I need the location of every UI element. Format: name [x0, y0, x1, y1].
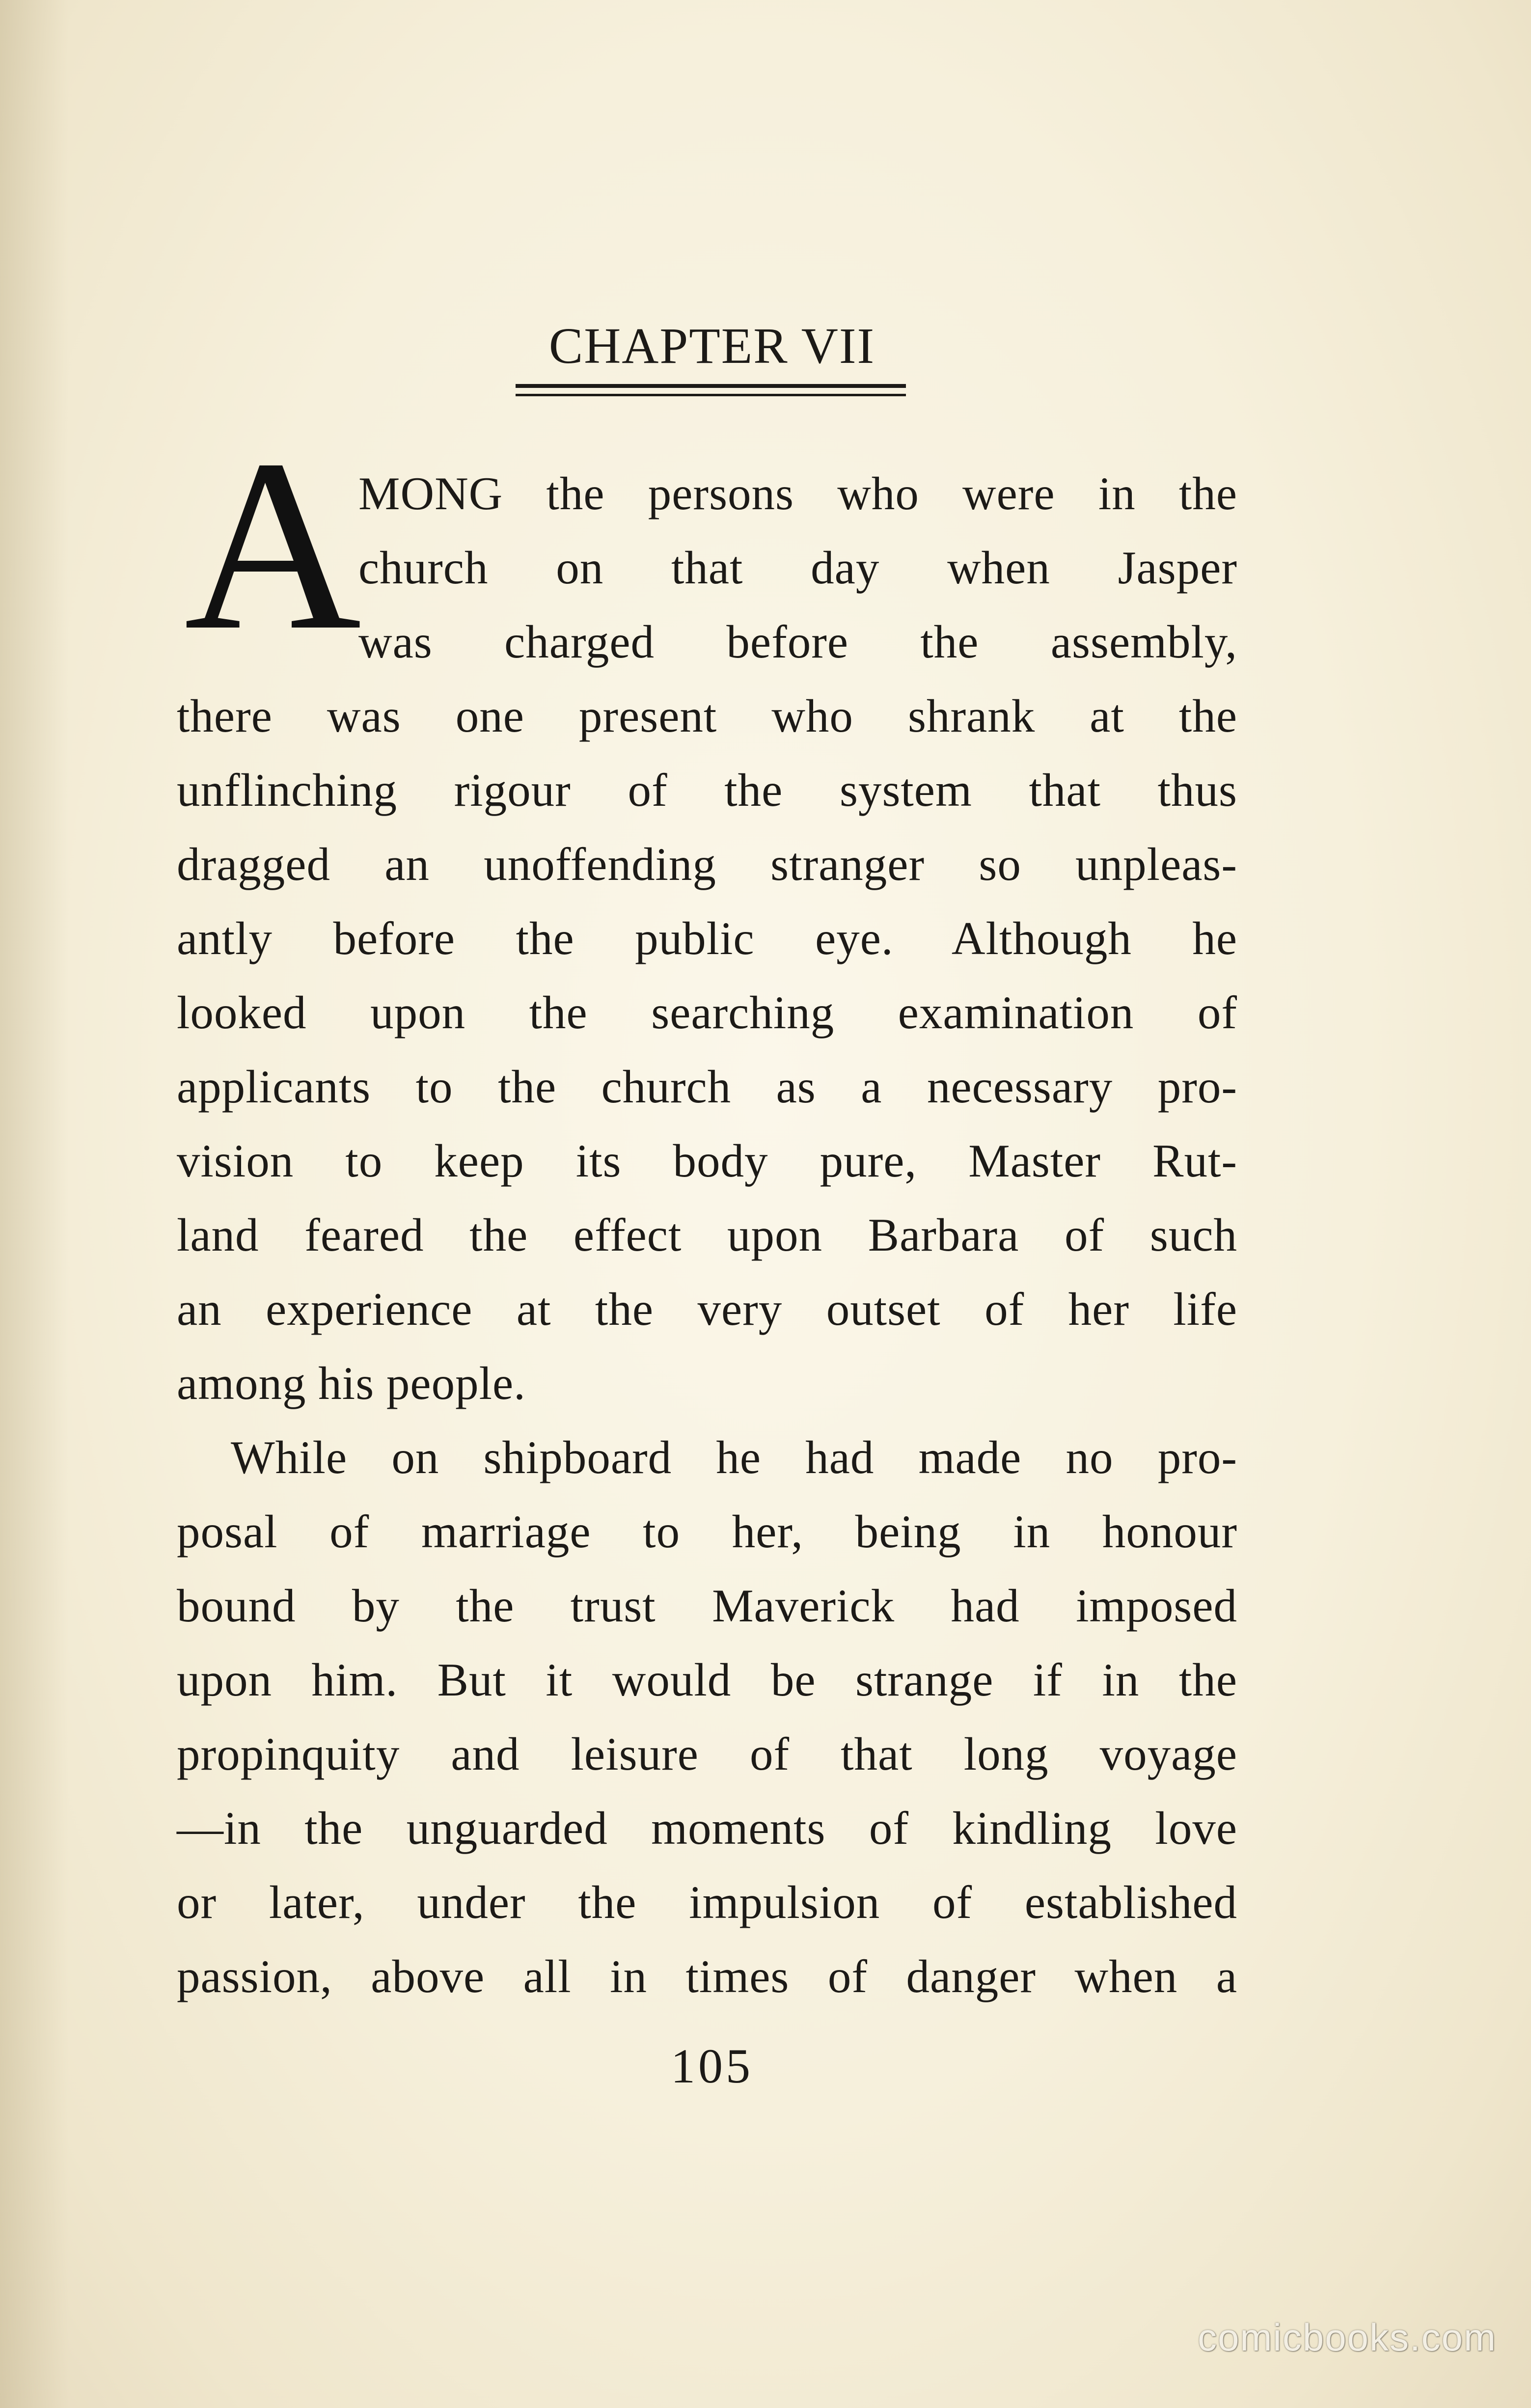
text-line: propinquity and leisure of that long voyage [177, 1728, 1237, 1780]
text-line: land feared the effect upon Barbara of such [177, 1209, 1237, 1261]
text-line: applicants to the church as a necessary pro- [177, 1061, 1237, 1113]
body-text [177, 457, 1237, 2014]
text-line: dragged an unoffending stranger so unpleas- [177, 838, 1237, 890]
text-line: bound by the trust Maverick had imposed [177, 1580, 1237, 1632]
text-line: vision to keep its body pure, Master Rut- [177, 1135, 1237, 1187]
text-line: among his people. [177, 1357, 526, 1409]
page-edge-shadow [0, 0, 69, 2408]
text-line: there was one present who shrank at the [177, 690, 1237, 742]
text-line: passion, above all in times of danger when a [177, 1950, 1237, 2002]
text-line: upon him. But it would be strange if in the [177, 1654, 1237, 1706]
text-line: church on that day when Jasper [358, 542, 1237, 594]
watermark: comicbooks.com [1198, 2316, 1497, 2359]
text-line: —in the unguarded moments of kindling love [177, 1802, 1237, 1854]
chapter-heading: CHAPTER VII [548, 318, 875, 374]
text-line: looked upon the searching examination of [177, 986, 1237, 1039]
text-line: MONG the persons who were in the [358, 467, 1237, 520]
text-line: was charged before the assembly, [358, 616, 1237, 668]
text-line: unflinching rigour of the system that thus [177, 764, 1237, 816]
text-line: an experience at the very outset of her life [177, 1283, 1237, 1335]
heading-rule-thick [516, 384, 906, 388]
text-line: antly before the public eye. Although he [177, 912, 1237, 964]
text-line: While on shipboard he had made no pro- [231, 1431, 1237, 1483]
paragraph-1 [177, 457, 1237, 1421]
heading-rule-thin [516, 394, 906, 396]
text-line: or later, under the impulsion of established [177, 1876, 1237, 1928]
paragraph-2 [177, 1421, 1237, 2014]
text-line: posal of marriage to her, being in honour [177, 1505, 1237, 1558]
page-number: 105 [671, 2039, 753, 2093]
drop-cap: A [184, 409, 362, 681]
